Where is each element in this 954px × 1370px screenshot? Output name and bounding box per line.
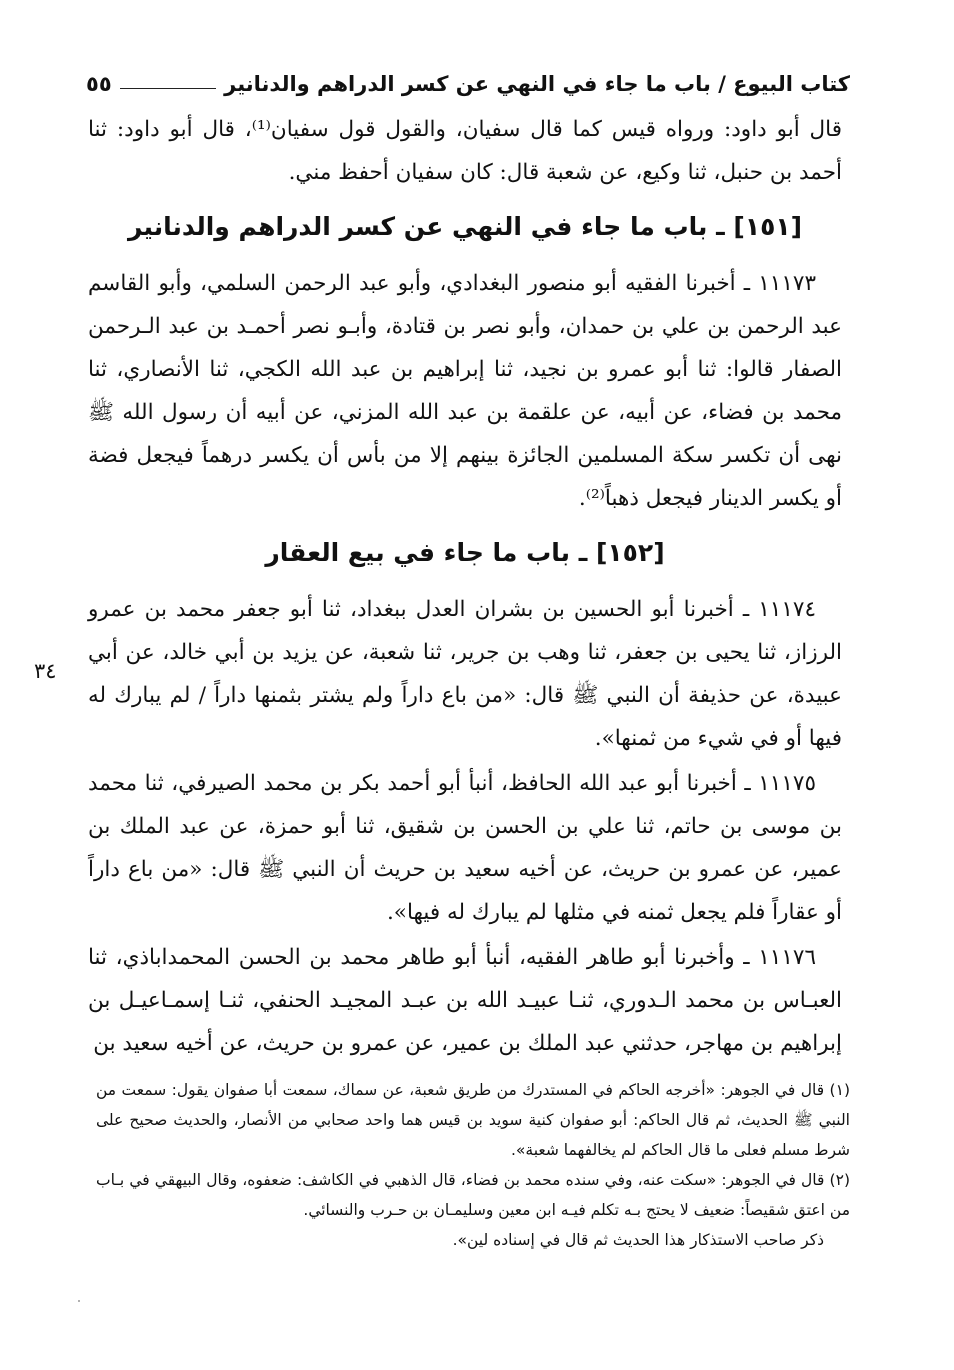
header-rule: [120, 88, 217, 89]
hadith-11175: ١١١٧٥ ـ أخبرنا أبو عبد الله الحافظ، أنبأ أبو أحمد بكر بن محمد الصيرفي، ثنا محمد بن موسى بن حاتم، ثنا علي بن الحسن بن شقيق، ثنا أبو حمزة، عن عبد الملك بن عمير، عن عمرو بن حريث، عن أخيه سعيد بن حريث أن النبي ﷺ قال: «من باع داراً أو عقاراً فلم يجعل ثمنه في مثلها لم يبارك له فيها».: [88, 771, 842, 925]
footnote-2-continuation: ذكر صاحب الاستذكار هذا الحديث ثم قال في إسناده لين».: [452, 1231, 824, 1249]
scan-speck: [78, 1300, 80, 1302]
hadith-11173: ١١١٧٣ ـ أخبرنا الفقيه أبو منصور البغدادي، وأبو عبد الرحمن السلمي، وأبو القاسم عبد الرحمن بن علي بن حمدان، وأبو نصر بن قتادة، وأبـو نصر أحمـد بن عبد الـرحمن الصفار قالوا: ثنا أبو عمرو بن نجيد، ثنا إبراهيم بن عبد الله الكجي، ثنا الأنصاري، ثنا محمد بن فضاء، عن أبيه، عن علقمة بن عبد الله المزني، عن أبيه أن رسول الله ﷺ نهى أن تكسر سكة المسلمين الجائزة بينهم إلا من بأس أن يكسر درهماً فيجعل فضة أو يكسر الدينار فيجعل ذهباً⁽²⁾.: [88, 271, 842, 511]
chapter-heading-152: [١٥٢] ـ باب ما جاء في بيع العقار: [265, 538, 665, 567]
chapter-heading-151: [١٥١] ـ باب ما جاء في النهي عن كسر الدراهم والدنانير: [127, 212, 803, 241]
footnote-1: (١) قال في الجوهر: «أخرجه الحاكم في المستدرك من طريق شعبة، عن سماك، سمعت أبا صفوان يقول: سمعت من النبي ﷺ الحديث، ثم قال الحاكم: أبو صفوان كنية سويد بن قيس هما واحد صحابي من الأنصار، والحديث صحيح على شرط مسلم فعلى ما قال الحاكم لم يخالفهما شعبة».: [96, 1081, 850, 1159]
footnote-2: (٢) قال في الجوهر: «سكت عنه، وفي سنده محمد بن فضاء، قال الذهبي في الكاشف: ضعفوه، وقال البيهقي في بـاب من اعتق شقيصاً: ضعيف لا يحتج بـه تكلم فيـه ابن معين وسليمـان بن حـرب والنسائي.: [96, 1171, 850, 1219]
page-number: ٥٥: [86, 72, 112, 96]
running-title: كتاب البيوع / باب ما جاء في النهي عن كسر الدراهم والدنانير: [224, 72, 850, 96]
running-header: [86, 62, 850, 96]
footnotes: [96, 1075, 850, 1255]
hadith-11174: ١١١٧٤ ـ أخبرنا أبو الحسين بن بشران العدل ببغداد، ثنا أبو جعفر محمد بن عمرو الرزاز، ثنا يحيى بن جعفر، ثنا وهب بن جرير، ثنا شعبة، عن يزيد بن أبي خالد، عن أبي عبيدة، عن حذيفة أن النبي ﷺ قال: «من باع داراً ولم يشتر بثمنها داراً / لم يبارك له فيها أو في شيء من ثمنها».: [88, 597, 842, 751]
hadith-11176: ١١١٧٦ ـ وأخبرنا أبو طاهر الفقيه، أنبأ أبو طاهر محمد بن الحسن المحمداباذي، ثنا العبـاس بن محمد الـدوري، ثنـا عبيـد الله بن عبـد المجيـد الحنفي، ثنـا إسمـاعيـل بن إبراهيم بن مهاجر، حدثني عبد الملك بن عمير، عن عمرو بن حريث، عن أخيه سعيد بن: [88, 945, 842, 1056]
margin-volume-number: ٣٤: [34, 659, 57, 683]
intro-paragraph: قال أبو داود: ورواه قيس كما قال سفيان، والقول قول سفيان⁽¹⁾، قال أبو داود: ثنا أحمد بن حنبل، ثنا وكيع، عن شعبة قال: كان سفيان أحفظ مني.: [88, 117, 842, 185]
main-text: [88, 108, 842, 1067]
